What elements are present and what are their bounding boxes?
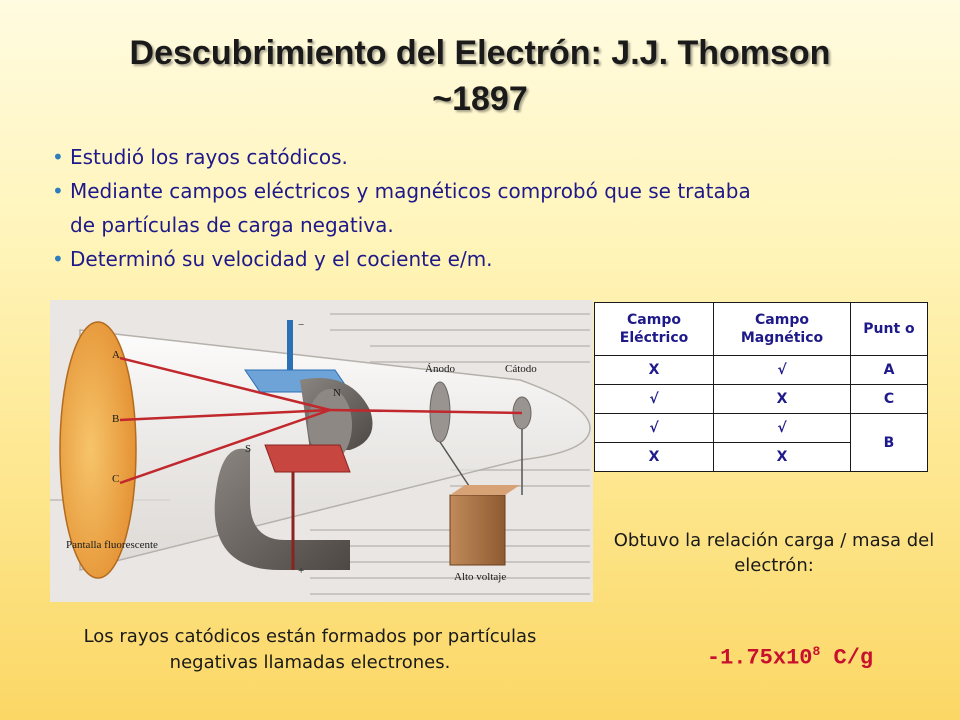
table-cell: B — [851, 414, 928, 472]
magnet-south-label: S — [245, 443, 252, 455]
field-results-table — [594, 302, 928, 472]
table-cell: X — [714, 385, 851, 414]
table-cell: C — [851, 385, 928, 414]
header-point: Punt o — [851, 303, 928, 356]
header-magnetic-field: Campo Magnético — [714, 303, 851, 356]
value-mantissa: -1.75x10 — [706, 645, 813, 671]
table-cell: √ — [714, 414, 851, 443]
charge-mass-value — [640, 644, 940, 670]
electric-plate-bottom — [265, 445, 350, 472]
plus-label: + — [298, 565, 305, 577]
table-cell: √ — [595, 385, 714, 414]
table-cell: X — [595, 443, 714, 472]
bullet-item-continuation: de partículas de carga negativa. — [70, 213, 394, 237]
table-cell: X — [714, 443, 851, 472]
table-header-row — [595, 303, 928, 356]
table-cell: √ — [595, 414, 714, 443]
point-a-label: A — [112, 349, 120, 361]
bullet-list — [52, 140, 932, 276]
table-row — [595, 414, 928, 443]
high-voltage-box — [450, 495, 505, 565]
magnet-north-label: N — [333, 387, 341, 399]
figure-caption: Los rayos catódicos están formados por partículas negativas llamadas electrones. — [83, 626, 537, 673]
charge-mass-ratio-text: Obtuvo la relación carga / masa del electrón: — [613, 530, 935, 576]
cathode-ray-tube-figure — [50, 300, 593, 602]
voltage-label: Alto voltaje — [454, 571, 507, 583]
title-line-2: ~1897 — [432, 80, 528, 118]
table-row — [595, 385, 928, 414]
table-row — [595, 356, 928, 385]
point-c-label: C — [112, 473, 120, 485]
value-unit: C/g — [820, 645, 874, 671]
page-title — [60, 30, 900, 122]
title-line-1: Descubrimiento del Electrón: J.J. Thomson — [129, 34, 831, 72]
bullet-item: • Determinó su velocidad y el cociente e/m. — [52, 242, 932, 276]
cathode-label: Cátodo — [505, 363, 537, 375]
value-exponent: 8 — [812, 644, 821, 659]
screen-label: Pantalla fluorescente — [66, 539, 158, 551]
table-cell: √ — [714, 356, 851, 385]
table-cell: X — [595, 356, 714, 385]
bullet-item: • Estudió los rayos catódicos. — [52, 140, 932, 174]
header-electric-field: Campo Eléctrico — [595, 303, 714, 356]
bullet-item: • Mediante campos eléctricos y magnéticos comprobó que se trataba — [52, 174, 932, 208]
anode-label: Ánodo — [425, 363, 455, 375]
minus-label: − — [298, 319, 305, 331]
table-cell: A — [851, 356, 928, 385]
cathode-ray-illustration — [50, 300, 593, 602]
point-b-label: B — [112, 413, 120, 425]
